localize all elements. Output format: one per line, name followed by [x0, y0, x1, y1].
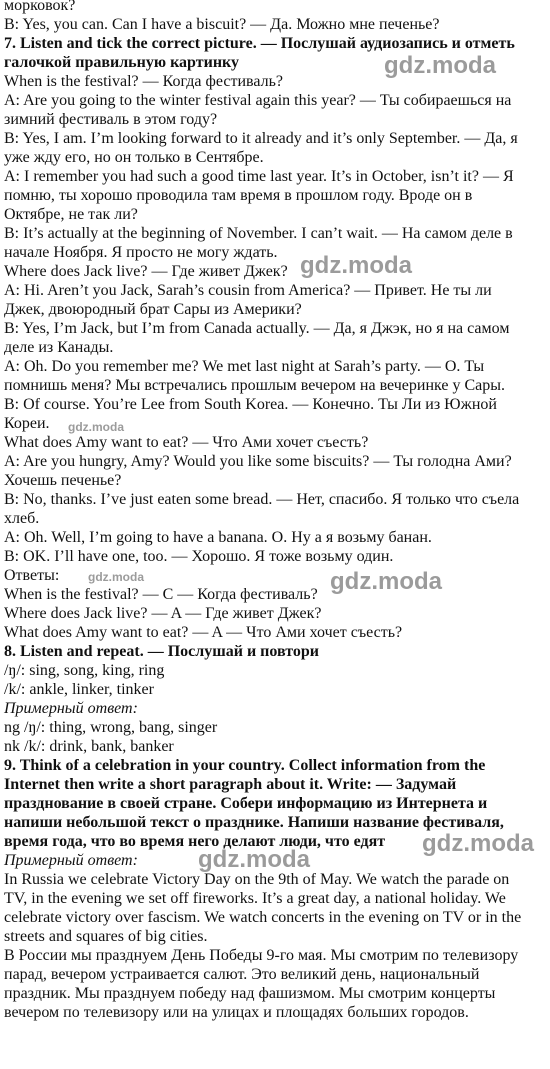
watermark-logo: gdz.moda [422, 830, 534, 857]
text-line: B: Yes, I am. I’m looking forward to it already and it’s only September. — Да, я [4, 130, 518, 147]
text-line: B: Yes, you can. Can I have a biscuit? — Да. Можно мне печенье? [4, 16, 440, 33]
watermark-logo: gdz.moda [68, 420, 124, 434]
text-line: A: Oh. Do you remember me? We met last night at Sarah’s party. — О. Ты [4, 358, 485, 375]
text-line: зимний фестиваль в этом году? [4, 111, 218, 128]
text-line: ng /ŋ/: thing, wrong, bang, singer [4, 719, 218, 736]
text-line: What does Amy want to eat? — Что Ами хочет съесть? [4, 434, 369, 451]
answer-label-line: Примерный ответ: [4, 852, 138, 869]
text-line: B: Of course. You’re Lee from South Korea. — Конечно. Ты Ли из Южной [4, 396, 497, 413]
task-heading-line: 8. Listen and repeat. — Послушай и повтори [4, 643, 320, 660]
text-line: B: No, thanks. I’ve just eaten some bread. — Нет, спасибо. Я только что съела [4, 491, 520, 508]
text-line: уже жду его, но он только в Сентябре. [4, 149, 264, 166]
text-line: /k/: ankle, linker, tinker [4, 681, 154, 698]
text-line: помню, ты хорошо проводила там время в прошлом году. Вроде он в [4, 187, 473, 204]
task-heading-line: 9. Think of a celebration in your country. Collect information from the [4, 757, 486, 774]
text-line: B: It’s actually at the beginning of November. I can’t wait. — На самом деле в [4, 225, 513, 242]
text-line: /ŋ/: sing, song, king, ring [4, 662, 165, 679]
task-heading-line: напиши небольшой текст о празднике. Напиши название фестиваля, [4, 814, 504, 831]
text-line: A: I remember you had such a good time last year. It’s in October, isn’t it? — Я [4, 168, 514, 185]
text-line: TV, in the evening we set off fireworks. It’s a great day, a national holiday. We [4, 890, 506, 907]
text-line: деле из Канады. [4, 339, 114, 356]
text-line: B: Yes, I’m Jack, but I’m from Canada actually. — Да, я Джэк, но я на самом [4, 320, 510, 337]
watermark-logo: gdz.moda [88, 570, 144, 584]
text-line: морковок? [4, 0, 76, 14]
text-line: celebrate victory over fascism. We watch concerts in the evening on TV or in the [4, 909, 522, 926]
watermark-logo: gdz.moda [300, 252, 412, 279]
text-line: Where does Jack live? — A — Где живет Джек? [4, 605, 322, 622]
text-line: помнишь меня? Мы встречались прошлым вечером на вечеринке у Сары. [4, 377, 506, 394]
text-line: When is the festival? — Когда фестиваль? [4, 73, 283, 90]
text-line: Хочешь печенье? [4, 472, 122, 489]
task-heading-line: галочкой правильную картинку [4, 54, 240, 71]
task-heading-line: празднование в своей стране. Собери информацию из Интернета и [4, 795, 488, 812]
text-line: Where does Jack live? — Где живет Джек? [4, 263, 288, 280]
text-line: Ответы: [4, 567, 60, 584]
text-line: праздник. Мы празднуем победу над фашизмом. Мы смотрим концерты [4, 985, 496, 1002]
text-line: A: Are you hungry, Amy? Would you like some biscuits? — Ты голодна Ами? [4, 453, 512, 470]
text-line: B: OK. I’ll have one, too. — Хорошо. Я тоже возьму один. [4, 548, 394, 565]
task-heading-line: время года, что во время него делают люди, что едят [4, 833, 386, 850]
text-line: When is the festival? — C — Когда фестиваль? [4, 586, 318, 603]
text-line: In Russia we celebrate Victory Day on the 9th of May. We watch the parade on [4, 871, 510, 888]
answer-label-line: Примерный ответ: [4, 700, 138, 717]
text-line: Октябре, не так ли? [4, 206, 138, 223]
text-line: What does Amy want to eat? — A — Что Ами хочет съесть? [4, 624, 403, 641]
watermark-logo: gdz.moda [384, 52, 496, 79]
text-line: Джек, двоюродный брат Сары из Америки? [4, 301, 302, 318]
watermark-logo: gdz.moda [330, 568, 442, 595]
text-line: В России мы празднуем День Победы 9-го мая. Мы смотрим по телевизору [4, 947, 519, 964]
text-line: парад, вечером устраивается салют. Это великий день, национальный [4, 966, 480, 983]
text-line: Кореи. [4, 415, 50, 432]
watermark-logo: gdz.moda [198, 846, 310, 873]
text-line: начале Ноября. Я просто не могу ждать. [4, 244, 278, 261]
text-line: A: Hi. Aren’t you Jack, Sarah’s cousin from America? — Привет. Не ты ли [4, 282, 492, 299]
text-line: A: Oh. Well, I’m going to have a banana. О. Ну а я возьму банан. [4, 529, 432, 546]
text-line: вечером по телевизору или на улицах и площадях больших городов. [4, 1004, 469, 1021]
task-heading-line: Internet then write a short paragraph about it. Write: — Задумай [4, 776, 457, 793]
text-line: nk /k/: drink, bank, banker [4, 738, 174, 755]
text-line: хлеб. [4, 510, 40, 527]
text-line: A: Are you going to the winter festival again this year? — Ты собираешься на [4, 92, 512, 109]
text-line: streets and squares of big cities. [4, 928, 208, 945]
task-heading-line: 7. Listen and tick the correct picture. — Послушай аудиозапись и отметь [4, 35, 515, 52]
